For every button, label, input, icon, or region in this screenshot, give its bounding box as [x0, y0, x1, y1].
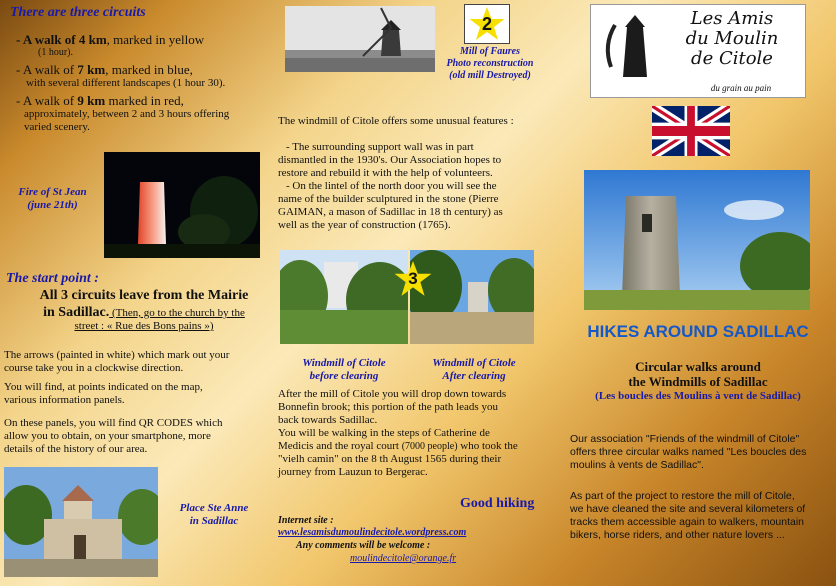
association-paragraph: Our association "Friends of the windmill of Citole" offers three circular walks named "Les boucles des moulins à vents de Sadillac". — [570, 433, 807, 471]
place-caption: Place Ste Anne in Sadillac — [179, 502, 249, 527]
circuit-3: - A walk of 9 km marked in red, — [16, 93, 184, 108]
start-text: All 3 circuits leave from the Mairie in Sadillac. (Then, go to the church by the street : « Rue des Bons pains ») — [39, 288, 249, 332]
association-logo — [590, 4, 806, 98]
logo-tagline: du grain au pain — [710, 83, 772, 93]
after-mill-paragraph: After the mill of Citole you will drop down towards Bonnefin brook; this portion of the path leads you back towards Sadillac. You will be walking in the steps of Catherine de Medicis and the royal court (7000 people) who took the "vielh camin" on the 8 th August 1565 during their journey from Lauzun to Bergerac. — [278, 388, 518, 478]
circuit-list: - A walk of 4 km, marked in yellow (1 hour). - A walk of 7 km, marked in blue, with several different landscapes (1 hour 30). - A walk of 9 km marked in red, approximately, between 2 and 3 hours offering varied scenery. — [16, 32, 266, 134]
logo-text: Les Amis du Moulin de Citole — [685, 8, 779, 69]
main-title: HIKES AROUND SADILLAC — [587, 322, 809, 341]
fire-of-st-jean-photo — [104, 152, 260, 258]
citole-before-clearing-photo — [280, 250, 408, 344]
project-paragraph: As part of the project to restore the mill of Citole, we have cleaned the site and several kilometers of tracks them accessible again to walkers, mountain bikers, horse riders, and other nature lovers ... — [570, 490, 806, 541]
after-caption: Windmill of Citole After clearing — [432, 357, 516, 382]
email-link[interactable]: moulindecitole@orange.fr — [350, 553, 457, 564]
subtitle-french: (Les boucles des Moulins à vent de Sadillac) — [595, 390, 801, 402]
circuits-heading: There are three circuits — [10, 5, 146, 20]
start-heading: The start point : — [6, 271, 99, 286]
circuit-2-badge: 2 — [464, 4, 510, 44]
good-hiking: Good hiking — [460, 496, 535, 511]
qr-paragraph: On these panels, you will find QR CODES which allow you to obtain, on your smartphone, more details of the history of our area. — [4, 417, 223, 455]
subtitle: Circular walks around the Windmills of Sadillac — [628, 359, 768, 389]
internet-label: Internet site : — [278, 515, 334, 526]
windmill-of-citole-photo — [584, 170, 810, 310]
arrows-paragraph: The arrows (painted in white) which mark out your course take you in a clockwise direction. — [4, 349, 230, 374]
circuit-2: - A walk of 7 km, marked in blue, — [16, 62, 193, 77]
circuit-3-badge: 3 — [393, 260, 433, 298]
features-intro: The windmill of Citole offers some unusual features : — [278, 115, 514, 127]
website-link[interactable]: www.lesamisdumoulindecitole.wordpress.com — [278, 527, 467, 538]
fire-caption: Fire of St Jean (june 21th) — [18, 186, 87, 211]
panels-paragraph: You will find, at points indicated on the map, various information panels. — [4, 381, 203, 406]
comments-text: Any comments will be welcome : — [296, 540, 431, 551]
before-caption: Windmill of Citole before clearing — [302, 357, 386, 382]
circuit-1: - A walk of 4 km, marked in yellow — [16, 32, 205, 47]
faures-caption: Mill of Faures Photo reconstruction (old mill Destroyed) — [446, 46, 534, 81]
mill-of-faures-photo — [285, 6, 435, 72]
uk-flag-icon — [652, 106, 730, 156]
features-list: - The surrounding support wall was in part dismantled in the 1930's. Our Association hopes to restore and rebuild it with the help of volunteers. - On the lintel of the north door you will see the name of the builder sculptured in the stone (Pierre GAIMAN, a mason of Sadillac in 18 th century) as well as the year of construction (1765). — [278, 141, 503, 231]
place-ste-anne-photo — [4, 467, 158, 577]
